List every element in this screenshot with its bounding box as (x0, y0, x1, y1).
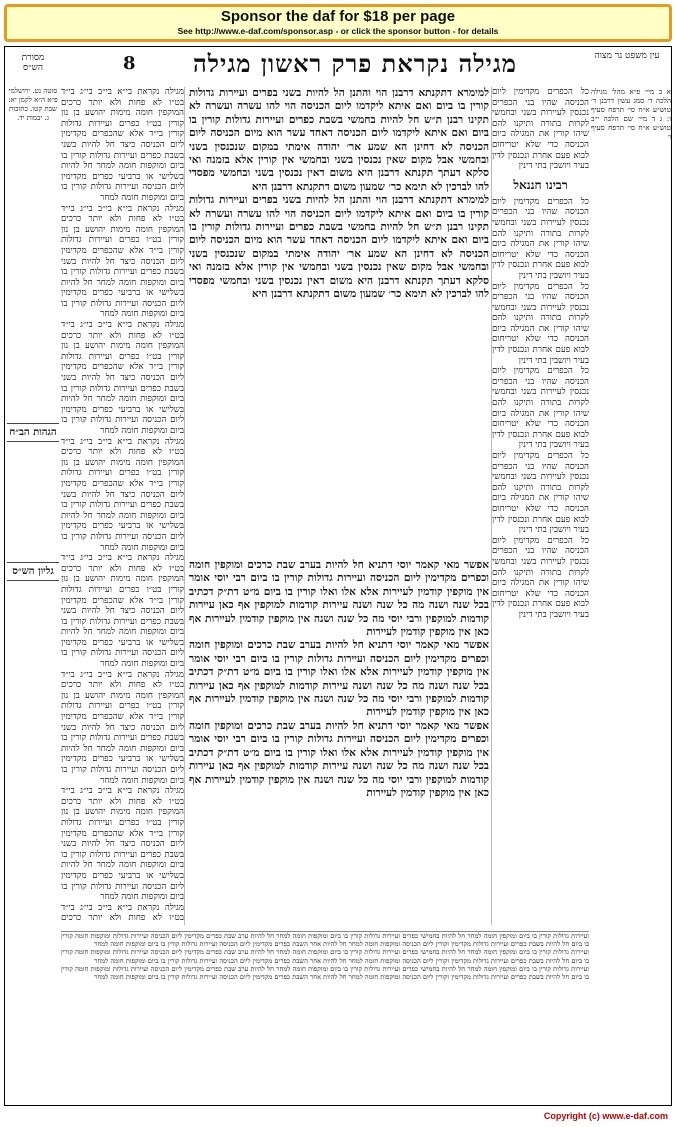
masoret-hashas-label: מסורת הש״ס (21, 53, 45, 73)
sponsor-banner-title[interactable]: Sponsor the daf for $18 per page (220, 8, 456, 25)
tosafot-text-continued-7: מגילה נקראת בי״א בי״ב בי״ג בי״ד בט״ו לא פחות ולא יותר כרכים (61, 902, 184, 924)
ein-mishpat-text: א ב מיי׳ פ״א מהל׳ מגילה הלכה ד׳ סמג עשין דרבנן ד׳ טוש״ע א״ח סי׳ תרפח סעיף ו: ג ד מיי׳ שם הלכה י״ב טוש״ע א״ח סי׳ תרפח סעיף ו׳ (591, 87, 671, 141)
tosafot-text-continued-2: מגילה נקראת בי״א בי״ב בי״ג בי״ד בט״ו לא פחות ולא יותר כרכים המוקפין חומה מימות יהושע בן נון קורין בט״ו כפרים ועיירות גדולות קורין בי״ד אלא שהכפרים מקדימין ליום הכניסה כיצד חל להיות בשני בשבת כפרים ועיירות גדולות קורין בו ביום ומוקפות חומה למחר חל להיות בשלישי או ברביעי כפרים מקדימין ליום הכניסה ועיירות גדולות קורין בו ביום ומוקפות חומה למחר (61, 320, 184, 436)
ein-mishpat-column (591, 87, 671, 1105)
gemara-text-continued: למימרא דתקנתא דרבנן הוי והתנן הל להיות בשני בפרים ועיירות גדולות קורין בו ביום ואם איתא ליקדמו ליום הכניסה הוי להו עשרה ועשרה לא תקינו רבנן ת״ש חל להיות בחמשי בשבת כפרים ועיירות גדולות קורין בו ביום ואם איתא ליקדמו ליום הכניסה דאחד עשר הוא מיום הכניסה ליום הכניסה לא דחינן הא שמע אר׳ יהודה אימתי במקום שנכנסין בשני ובחמשי אבל מקום שאין נכנסין בשני ובחמשי אין קורין אלא בזמנה ואי סלקא דעתך תקנתא דרבנן היא משום דאין נכנסין בשני ובחמשי מפסדי להו לברכין לא תימא כר׳ שמעון משום דתקנתא דרבנן היא (189, 194, 489, 301)
tosafot-text-continued-6: מגילה נקראת בי״א בי״ב בי״ג בי״ד בט״ו לא פחות ולא יותר כרכים המוקפין חומה מימות יהושע בן נון קורין בט״ו כפרים ועיירות גדולות קורין בי״ד אלא שהכפרים מקדימין ליום הכניסה כיצד חל להיות בשני בשבת כפרים ועיירות גדולות קורין בו ביום ומוקפות חומה למחר חל להיות בשלישי או ברביעי כפרים מקדימין ליום הכניסה ועיירות גדולות קורין בו ביום ומוקפות חומה למחר (61, 786, 184, 903)
ein-mishpat-label: עין משפט נר מצוה (594, 51, 660, 61)
page-header (5, 47, 672, 79)
tosafot-text-continued-3: מגילה נקראת בי״א בי״ב בי״ג בי״ד בט״ו לא פחות ולא יותר כרכים המוקפין חומה מימות יהושע בן נון קורין בט״ו כפרים ועיירות גדולות קורין בי״ד אלא שהכפרים מקדימין ליום הכניסה כיצד חל להיות בשני בשבת כפרים ועיירות גדולות קורין בו ביום ומוקפות חומה למחר חל להיות בשלישי או ברביעי כפרים מקדימין ליום הכניסה ועיירות גדולות קורין בו ביום ומוקפות חומה למחר (61, 436, 184, 553)
page-number: 8 (123, 53, 136, 74)
gemara-main-text (189, 87, 489, 557)
bottom-commentary (61, 931, 589, 1105)
bottom-commentary-text-continued-2: ועיירות גדולות קורין בו ביום ומוקפין חומה למחר חל להיות בחמישי כפרים ועיירות גדולות קורין בו ביום ומוקפות חומה למחר חל להיות ערב שבת כפרים מקדימין ליום הכניסה ועיירות גדולות ומוקפות חומה קורין בו ביום חל להיות בשבת כפרים ועיירות גדולות מקדימין וקורין ליום הכניסה ומוקפות חומה למחר חל להיות אחר השבת כפרים מקדימין ליום הכניסה ועיירות גדולות קורין בו ביום ומוקפות חומה למחר (61, 964, 589, 982)
tosafot-text-continued-4: מגילה נקראת בי״א בי״ב בי״ג בי״ד בט״ו לא פחות ולא יותר כרכים המוקפין חומה מימות יהושע בן נון קורין בט״ו כפרים ועיירות גדולות קורין בי״ד אלא שהכפרים מקדימין ליום הכניסה כיצד חל להיות בשני בשבת כפרים ועיירות גדולות קורין בו ביום ומוקפות חומה למחר חל להיות בשלישי או ברביעי כפרים מקדימין ליום הכניסה ועיירות גדולות קורין בו ביום ומוקפות חומה למחר (61, 553, 184, 670)
rabbeinu-chananel-text-continued-4: כל הכפרים מקדימין ליום הכניסה שהיו בני הכפרים נכנסין לעיירות בשני ובחמשי לקרות בתורה ותיקנו להם שיהו קורין את המגילה ביום הכניסה כדי שלא יטריחום לבוא פעם אחרת ונכנסין לדין בעיר ויושבין בתי דינין (492, 535, 589, 620)
bottom-commentary-text-continued: ועיירות גדולות קורין בו ביום ומוקפין חומה למחר חל להיות בחמישי כפרים ועיירות גדולות קורין בו ביום ומוקפות חומה למחר חל להיות ערב שבת כפרים מקדימין ליום הכניסה ועיירות גדולות ומוקפות חומה קורין בו ביום חל להיות בשבת כפרים ועיירות גדולות מקדימין וקורין ליום הכניסה ומוקפות חומה למחר חל להיות אחר השבת כפרים מקדימין ליום הכניסה ועיירות גדולות קורין בו ביום ומוקפות חומה למחר (61, 948, 589, 965)
masoret-hashas-column (7, 87, 59, 1105)
rabbeinu-chananel-text-continued-3: כל הכפרים מקדימין ליום הכניסה שהיו בני הכפרים נכנסין לעיירות בשני ובחמשי לקרות בתורה ותיקנו להם שיהו קורין את המגילה ביום הכניסה כדי שלא יטריחום לבוא פעם אחרת ונכנסין לדין בעיר ויושבין בתי דינין (492, 451, 589, 536)
gilyon-hashas-label: גליון הש״ס (7, 562, 59, 581)
bottom-commentary-text: ועיירות גדולות קורין בו ביום ומוקפין חומה למחר חל להיות בחמישי כפרים ועיירות גדולות קורין בו ביום ומוקפות חומה למחר חל להיות ערב שבת כפרים מקדימין ליום הכניסה ועיירות גדולות ומוקפות חומה קורין בו ביום חל להיות בשבת כפרים ועיירות גדולות מקדימין וקורין ליום הכניסה ומוקפות חומה למחר חל להיות אחר השבת כפרים מקדימין ליום הכניסה ועיירות גדולות קורין בו ביום ומוקפות חומה למחר (61, 932, 589, 949)
rabbeinu-chananel-label: רבינו חננאל (513, 177, 568, 192)
rashi-text: כל הכפרים מקדימין ליום הכניסה שהיו בני הכפרים נכנסין לעיירות בשני ובחמשי לקרות בתורה ותיקנו להם שיהו קורין את המגילה ביום הכניסה כדי שלא יטריחום לבוא פעם אחרת ונכנסין לדין בעיר ויושבין בתי דינין (492, 87, 589, 172)
rashi-column (491, 87, 589, 925)
gemara-text: למימרא דתקנתא דרבנן הוי והתנן הל להיות בשני בפרים ועיירות גדולות קורין בו ביום ואם איתא ליקדמו ליום הכניסה הוי להו עשרה ועשרה לא תקינו רבנן ת״ש חל להיות בחמשי בשבת כפרים ועיירות גדולות קורין בו ביום ואם איתא ליקדמו ליום הכניסה דאחד עשר הוא מיום הכניסה ליום הכניסה לא דחינן הא שמע אר׳ יהודה אימתי במקום שנכנסין בשני ובחמשי אבל מקום שאין נכנסין בשני ובחמשי אין קורין אלא בזמנה ואי סלקא דעתך תקנתא דרבנן היא משום דאין נכנסין בשני ובחמשי מפסדי להו לברכין לא תימא כר׳ שמעון משום דתקנתא דרבנן היא (189, 87, 489, 193)
rabbeinu-chananel-text-continued-2: כל הכפרים מקדימין ליום הכניסה שהיו בני הכפרים נכנסין לעיירות בשני ובחמשי לקרות בתורה ותיקנו להם שיהו קורין את המגילה ביום הכניסה כדי שלא יטריחום לבוא פעם אחרת ונכנסין לדין בעיר ויושבין בתי דינין (492, 366, 589, 451)
hagahot-habach-label: הגהות הב״ח (7, 423, 59, 442)
gemara-wide-text: אפשר מאי קאמר יוסי דתניא חל להיות בערב שבת כרכים ומוקפין חומה וכפרים מקדימין ליום הכניסה ועיירות גדולות קורין בו ביום רבי יוסי אומר אין מוקפין קודמין לעיירות אלא אלו ואלו קורין בו ביום מ״ט דת״ק דכתיב בכל שנה ושנה מה כל שנה ושנה עיירות קודמות למוקפין אף כאן עיירות קודמות למוקפין ורבי יוסי מה כל שנה ושנה אין מוקפין קודמין לעיירות אף כאן אין מוקפין קודמין לעיירות (189, 559, 489, 639)
page-header-title: מגילה נקראת פרק ראשון מגילה (193, 49, 517, 78)
gemara-wide-text-continued: אפשר מאי קאמר יוסי דתניא חל להיות בערב שבת כרכים ומוקפין חומה וכפרים מקדימין ליום הכניסה ועיירות גדולות קורין בו ביום רבי יוסי אומר אין מוקפין קודמין לעיירות אלא אלו ואלו קורין בו ביום מ״ט דת״ק דכתיב בכל שנה ושנה מה כל שנה ושנה עיירות קודמות למוקפין אף כאן עיירות קודמות למוקפין ורבי יוסי מה כל שנה ושנה אין מוקפין קודמין לעיירות אף כאן אין מוקפין קודמין לעיירות (189, 639, 489, 719)
tosafot-text-continued-5: מגילה נקראת בי״א בי״ב בי״ג בי״ד בט״ו לא פחות ולא יותר כרכים המוקפין חומה מימות יהושע בן נון קורין בט״ו כפרים ועיירות גדולות קורין בי״ד אלא שהכפרים מקדימין ליום הכניסה כיצד חל להיות בשני בשבת כפרים ועיירות גדולות קורין בו ביום ומוקפות חומה למחר חל להיות בשלישי או ברביעי כפרים מקדימין ליום הכניסה ועיירות גדולות קורין בו ביום ומוקפות חומה למחר (61, 669, 184, 786)
rabbeinu-chananel-text: כל הכפרים מקדימין ליום הכניסה שהיו בני הכפרים נכנסין לעיירות בשני ובחמשי לקרות בתורה ותיקנו להם שיהו קורין את המגילה ביום הכניסה כדי שלא יטריחום לבוא פעם אחרת ונכנסין לדין בעיר ויושבין בתי דינין (492, 196, 589, 281)
sponsor-banner[interactable] (4, 4, 672, 42)
sponsor-banner-subtitle[interactable]: See http://www.e-daf.com/sponsor.asp - or click the sponsor button - for details (177, 26, 499, 36)
gemara-continuation (189, 559, 489, 925)
talmud-page (4, 46, 672, 1106)
tosafot-text: מגילה נקראת בי״א בי״ב בי״ג בי״ד בט״ו לא פחות ולא יותר כרכים המוקפין חומה מימות יהושע בן נון קורין בט״ו כפרים ועיירות גדולות קורין בי״ד אלא שהכפרים מקדימין ליום הכניסה כיצד חל להיות בשני בשבת כפרים ועיירות גדולות קורין בו ביום ומוקפות חומה למחר חל להיות בשלישי או ברביעי כפרים מקדימין ליום הכניסה ועיירות גדולות קורין בו ביום ומוקפות חומה למחר (61, 87, 184, 203)
tosafot-text-continued: מגילה נקראת בי״א בי״ב בי״ג בי״ד בט״ו לא פחות ולא יותר כרכים המוקפין חומה מימות יהושע בן נון קורין בט״ו כפרים ועיירות גדולות קורין בי״ד אלא שהכפרים מקדימין ליום הכניסה כיצד חל להיות בשני בשבת כפרים ועיירות גדולות קורין בו ביום ומוקפות חומה למחר חל להיות בשלישי או ברביעי כפרים מקדימין ליום הכניסה ועיירות גדולות קורין בו ביום ומוקפות חומה למחר (61, 203, 184, 320)
tosafot-column (61, 87, 185, 925)
rabbeinu-chananel-text-continued: כל הכפרים מקדימין ליום הכניסה שהיו בני הכפרים נכנסין לעיירות בשני ובחמשי לקרות בתורה ותיקנו להם שיהו קורין את המגילה ביום הכניסה כדי שלא יטריחום לבוא פעם אחרת ונכנסין לדין בעיר ויושבין בתי דינין (492, 281, 589, 366)
gemara-wide-text-continued-2: אפשר מאי קאמר יוסי דתניא חל להיות בערב שבת כרכים ומוקפין חומה וכפרים מקדימין ליום הכניסה ועיירות גדולות קורין בו ביום רבי יוסי אומר אין מוקפין קודמין לעיירות אלא אלו ואלו קורין בו ביום מ״ט דת״ק דכתיב בכל שנה ושנה מה כל שנה ושנה עיירות קודמות למוקפין אף כאן עיירות קודמות למוקפין ורבי יוסי מה כל שנה ושנה אין מוקפין קודמין לעיירות אף כאן אין מוקפין קודמין לעיירות (189, 719, 489, 799)
copyright-link[interactable]: Copyright (c) www.e-daf.com (543, 1111, 668, 1121)
masoret-hashas-text: סוטה נט. ירושלמי פ״א ה״א לקמן יא: שבת קטו. כתובות ג. יבמות יד. (8, 87, 58, 122)
